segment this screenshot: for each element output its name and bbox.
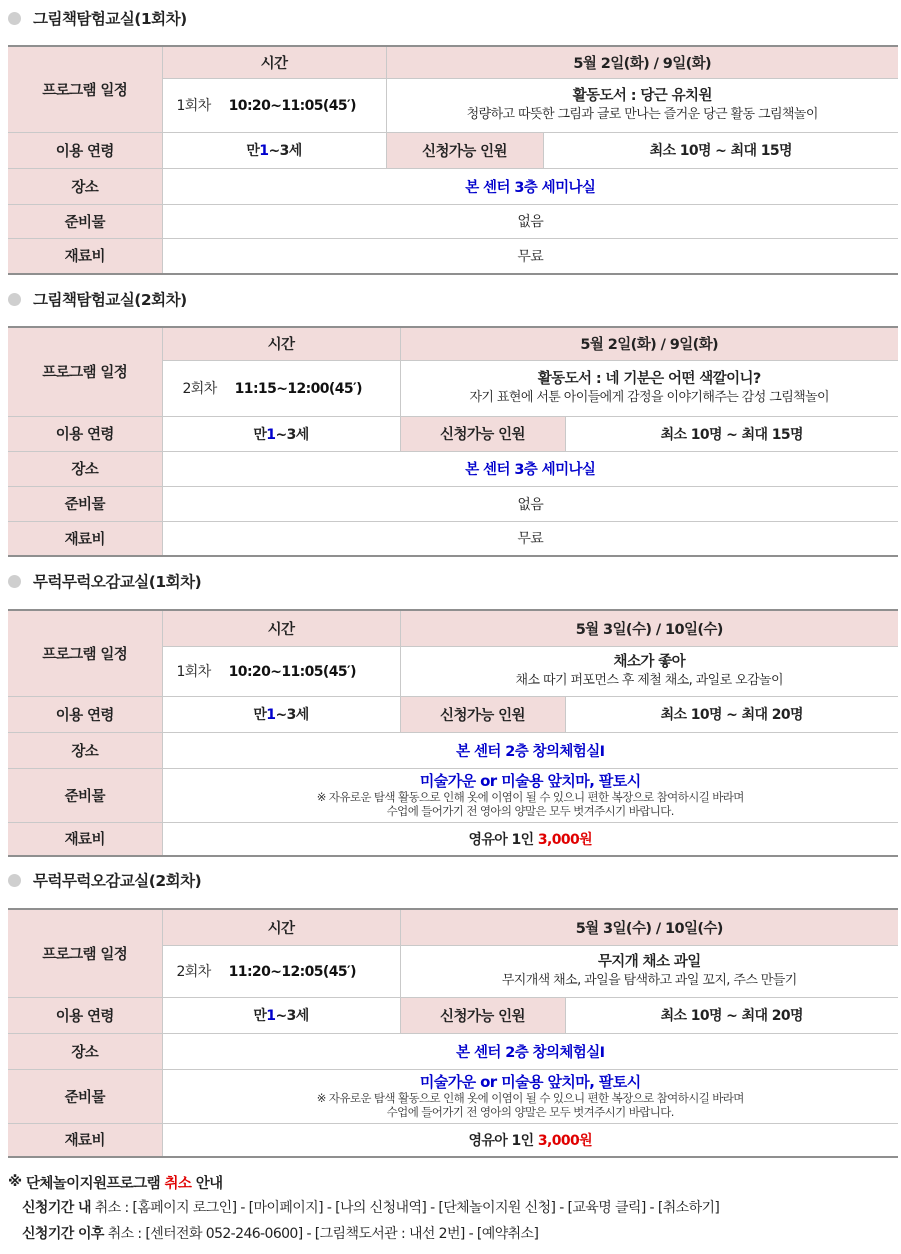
activity-cell — [400, 945, 898, 997]
prep-value: 미술가운 or 미술용 앞치마, 팔토시 — [419, 772, 641, 790]
age-suffix: ~3세 — [275, 426, 309, 443]
session-cell — [162, 78, 386, 132]
label-place: 장소 — [8, 451, 162, 486]
label-prep: 준비물 — [8, 486, 162, 521]
session-cell — [162, 360, 400, 416]
label-place: 장소 — [8, 732, 162, 768]
notice-title-pre: 단체놀이지원프로그램 — [25, 1175, 161, 1192]
capacity-value: 최소 10명 ~ 최대 15명 — [543, 132, 898, 168]
session-time: 11:20~12:05(45′) — [228, 964, 356, 980]
session-number: 1회차 — [176, 664, 211, 680]
label-age: 이용 연령 — [8, 696, 162, 732]
program-table-1 — [8, 45, 898, 275]
activity-title: 채소가 좋아 — [613, 654, 685, 670]
schedule-dates: 5월 3일(수) / 10일(수) — [400, 909, 898, 945]
notice-title-post: 안내 — [195, 1175, 223, 1192]
age-value: 1 — [266, 707, 276, 723]
section-title-1 — [8, 6, 187, 30]
session-number: 1회차 — [176, 98, 211, 114]
fee-cell — [162, 822, 898, 856]
label-fee: 재료비 — [8, 1123, 162, 1157]
label-place: 장소 — [8, 1033, 162, 1069]
label-schedule: 프로그램 일정 — [8, 610, 162, 696]
label-time: 시간 — [162, 46, 386, 78]
program-table-3 — [8, 609, 898, 857]
notice-line-1-text: 취소 : [홈페이지 로그인] - [마이페이지] - [나의 신청내역] - [단체놀이지원 신청] - [교육명 클릭] - [취소하기] — [94, 1200, 720, 1216]
notice-line-2-label: 신청기간 이후 — [22, 1226, 104, 1242]
label-prep: 준비물 — [8, 768, 162, 822]
cancellation-notice — [8, 1170, 898, 1246]
book-title: 활동도서 : 네 기분은 어떤 색깔이니? — [537, 371, 761, 387]
prep-value: 없음 — [162, 204, 898, 238]
age-suffix: ~3세 — [268, 143, 302, 159]
section-title-text: 무럭무럭오감교실(1회차) — [33, 573, 202, 591]
circle-bullet-icon — [8, 12, 21, 25]
label-capacity: 신청가능 인원 — [400, 997, 565, 1033]
section-title-text: 그림책탐험교실(2회차) — [33, 291, 187, 309]
fee-prefix: 영유아 1인 — [468, 1132, 534, 1149]
program-table-4 — [8, 908, 898, 1158]
prep-note-2: 수업에 들어가기 전 영아의 양말은 모두 벗겨주시기 바랍니다. — [386, 1105, 674, 1119]
session-time: 11:15~12:00(45′) — [234, 381, 362, 397]
age-prefix: 만 — [253, 707, 267, 723]
label-time: 시간 — [162, 327, 400, 360]
reference-mark-icon: ※ — [8, 1174, 22, 1190]
prep-value: 없음 — [162, 486, 898, 521]
schedule-dates: 5월 3일(수) / 10일(수) — [400, 610, 898, 646]
prep-cell — [162, 768, 898, 822]
prep-cell — [162, 1069, 898, 1123]
age-value-cell — [162, 997, 400, 1033]
session-cell — [162, 945, 400, 997]
notice-title — [8, 1170, 898, 1194]
label-schedule: 프로그램 일정 — [8, 46, 162, 132]
label-capacity: 신청가능 인원 — [386, 132, 543, 168]
place-value: 본 센터 2층 창의체험실Ⅰ — [162, 1033, 898, 1069]
notice-line-1-label: 신청기간 내 — [22, 1200, 91, 1216]
activity-title: 무지개 채소 과일 — [597, 954, 701, 970]
activity-cell — [400, 646, 898, 696]
notice-line-2 — [8, 1220, 898, 1246]
age-value-cell — [162, 416, 400, 451]
notice-line-1 — [8, 1194, 898, 1220]
place-value: 본 센터 2층 창의체험실Ⅰ — [162, 732, 898, 768]
program-table-2 — [8, 326, 898, 557]
fee-value: 무료 — [162, 238, 898, 274]
session-number: 2회차 — [176, 964, 211, 980]
book-description: 청량하고 따뜻한 그림과 글로 만나는 즐거운 당근 활동 그림책놀이 — [466, 107, 818, 122]
circle-bullet-icon — [8, 293, 21, 306]
place-value: 본 센터 3층 세미나실 — [162, 168, 898, 204]
age-prefix: 만 — [253, 426, 267, 443]
prep-note-1: ※ 자유로운 탐색 활동으로 인해 옷에 이염이 될 수 있으니 편한 복장으로 참여하시길 바라며 — [316, 790, 744, 804]
label-time: 시간 — [162, 909, 400, 945]
circle-bullet-icon — [8, 575, 21, 588]
label-place: 장소 — [8, 168, 162, 204]
section-title-2 — [8, 287, 187, 311]
prep-note-2: 수업에 들어가기 전 영아의 양말은 모두 벗겨주시기 바랍니다. — [386, 804, 674, 818]
capacity-value: 최소 10명 ~ 최대 15명 — [565, 416, 898, 451]
age-value: 1 — [266, 426, 276, 443]
prep-value: 미술가운 or 미술용 앞치마, 팔토시 — [419, 1073, 641, 1091]
fee-prefix: 영유아 1인 — [468, 831, 534, 848]
activity-cell — [400, 360, 898, 416]
label-capacity: 신청가능 인원 — [400, 416, 565, 451]
prep-note-1: ※ 자유로운 탐색 활동으로 인해 옷에 이염이 될 수 있으니 편한 복장으로 참여하시길 바라며 — [316, 1091, 744, 1105]
notice-line-2-text: 취소 : [센터전화 052-246-0600] - [그림책도서관 : 내선 2번] - [예약취소] — [107, 1226, 539, 1242]
label-prep: 준비물 — [8, 1069, 162, 1123]
age-prefix: 만 — [246, 143, 260, 159]
age-value: 1 — [266, 1008, 276, 1024]
schedule-dates: 5월 2일(화) / 9일(화) — [386, 46, 898, 78]
age-value-cell — [162, 132, 386, 168]
session-cell — [162, 646, 400, 696]
label-age: 이용 연령 — [8, 416, 162, 451]
age-value: 1 — [259, 143, 269, 159]
book-title: 활동도서 : 당근 유치원 — [572, 88, 712, 104]
session-time: 10:20~11:05(45′) — [228, 98, 356, 114]
age-suffix: ~3세 — [275, 1008, 309, 1024]
label-age: 이용 연령 — [8, 132, 162, 168]
section-title-4 — [8, 868, 201, 892]
fee-value: 무료 — [162, 521, 898, 556]
fee-cell — [162, 1123, 898, 1157]
session-number: 2회차 — [182, 381, 217, 397]
fee-amount: 3,000원 — [537, 831, 593, 848]
capacity-value: 최소 10명 ~ 최대 20명 — [565, 696, 898, 732]
section-title-text: 그림책탐험교실(1회차) — [33, 10, 187, 28]
label-fee: 재료비 — [8, 521, 162, 556]
circle-bullet-icon — [8, 874, 21, 887]
age-suffix: ~3세 — [275, 707, 309, 723]
label-prep: 준비물 — [8, 204, 162, 238]
notice-title-cancel: 취소 — [164, 1175, 192, 1192]
capacity-value: 최소 10명 ~ 최대 20명 — [565, 997, 898, 1033]
age-value-cell — [162, 696, 400, 732]
section-title-text: 무럭무럭오감교실(2회차) — [33, 872, 202, 890]
age-prefix: 만 — [253, 1008, 267, 1024]
activity-description: 무지개색 채소, 과일을 탐색하고 과일 꼬지, 주스 만들기 — [501, 973, 797, 988]
book-description: 자기 표현에 서툰 아이들에게 감정을 이야기해주는 감성 그림책놀이 — [469, 390, 830, 405]
label-capacity: 신청가능 인원 — [400, 696, 565, 732]
label-fee: 재료비 — [8, 822, 162, 856]
label-schedule: 프로그램 일정 — [8, 327, 162, 416]
label-time: 시간 — [162, 610, 400, 646]
label-age: 이용 연령 — [8, 997, 162, 1033]
label-fee: 재료비 — [8, 238, 162, 274]
section-title-3 — [8, 569, 201, 593]
activity-cell — [386, 78, 898, 132]
fee-amount: 3,000원 — [537, 1132, 593, 1149]
label-schedule: 프로그램 일정 — [8, 909, 162, 997]
session-time: 10:20~11:05(45′) — [228, 664, 356, 680]
schedule-dates: 5월 2일(화) / 9일(화) — [400, 327, 898, 360]
activity-description: 채소 따기 퍼포먼스 후 제철 채소, 과일로 오감놀이 — [515, 673, 783, 688]
place-value: 본 센터 3층 세미나실 — [162, 451, 898, 486]
